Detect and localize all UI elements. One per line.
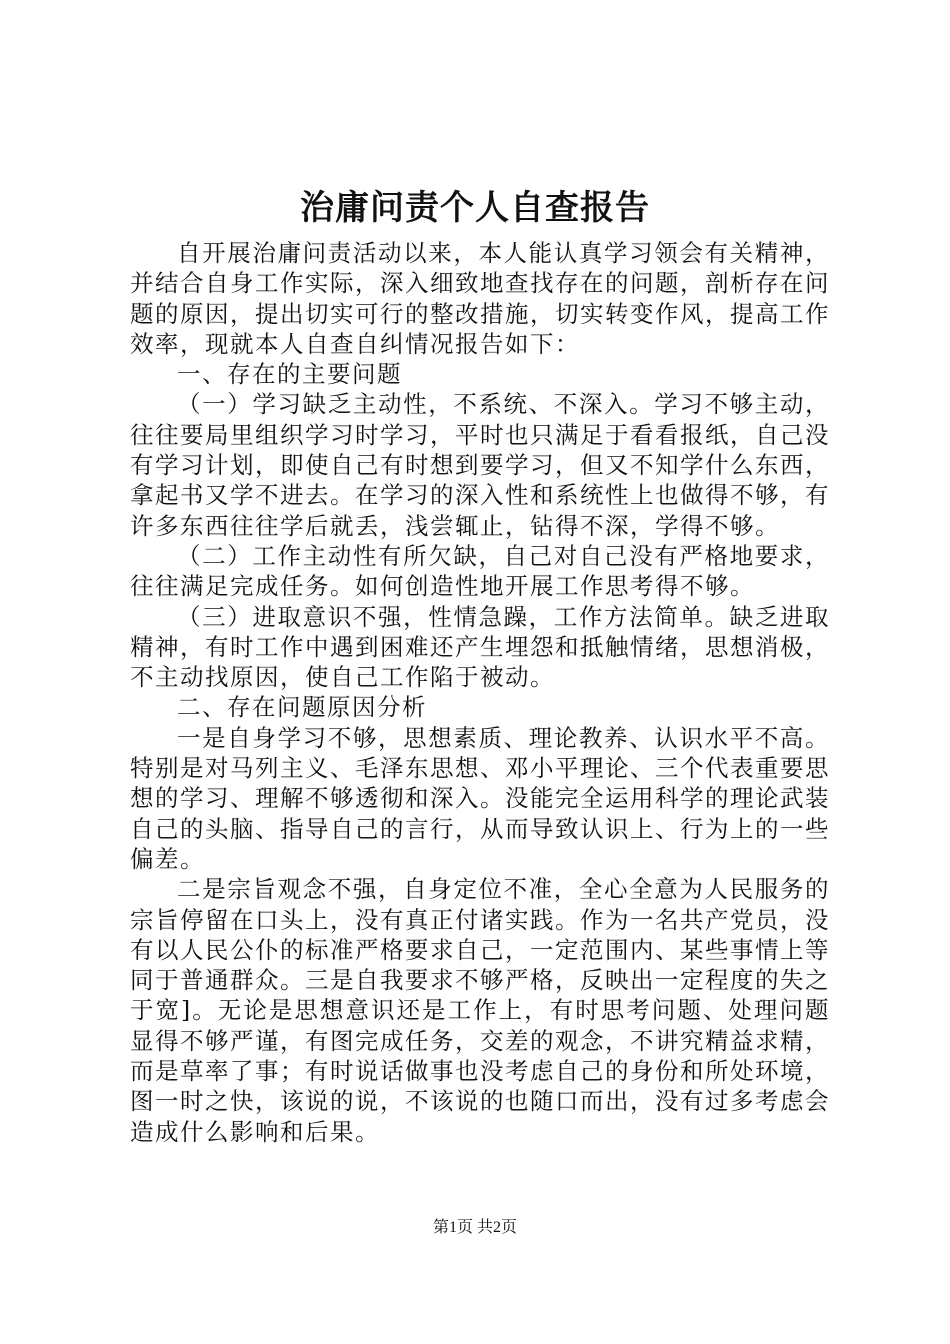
paragraph-issue-3: （三）进取意识不强，性情急躁，工作方法简单。缺乏进取精神，有时工作中遇到困难还产生埋怨和抵触情绪，思想消极，不主动找原因，使自己工作陷于被动。 <box>130 602 830 692</box>
paragraph-issue-1: （一）学习缺乏主动性，不系统、不深入。学习不够主动，往往要局里组织学习时学习，平时也只满足于看看报纸，自己没有学习计划，即使自己有时想到要学习，但又不知学什么东西，拿起书又学不进去。在学习的深入性和系统性上也做得不够，有许多东西往往学后就丢，浅尝辄止，钻得不深，学得不够。 <box>130 390 830 540</box>
paragraph-cause-2: 二是宗旨观念不强，自身定位不准，全心全意为人民服务的宗旨停留在口头上，没有真正付诸实践。作为一名共产党员，没有以人民公仆的标准严格要求自己，一定范围内、某些事情上等同于普通群众。三是自我要求不够严格，反映出一定程度的失之于宽]。无论是思想意识还是工作上，有时思考问题、处理问题显得不够严谨，有图完成任务，交差的观念，不讲究精益求精，而是草率了事；有时说话做事也没考虑自己的身份和所处环境，图一时之快，该说的说，不该说的也随口而出，没有过多考虑会造成什么影响和后果。 <box>130 875 830 1146</box>
document-title: 治庸问责个人自查报告 <box>300 188 650 228</box>
paragraph-cause-1: 一是自身学习不够，思想素质、理论教养、认识水平不高。特别是对马列主义、毛泽东思想、邓小平理论、三个代表重要思想的学习、理解不够透彻和深入。没能完全运用科学的理论武装自己的头脑、指导自己的言行，从而导致认识上、行为上的一些偏差。 <box>130 723 830 873</box>
document-body <box>130 238 830 1147</box>
paragraph-issue-2: （二）工作主动性有所欠缺，自己对自己没有严格地要求，往往满足完成任务。如何创造性地开展工作思考得不够。 <box>130 541 830 601</box>
section-heading-1: 一、存在的主要问题 <box>177 360 402 389</box>
paragraph-intro: 自开展治庸问责活动以来，本人能认真学习领会有关精神，并结合自身工作实际，深入细致地查找存在的问题，剖析存在问题的原因，提出切实可行的整改措施，切实转变作风，提高工作效率，现就本人自查自纠情况报告如下： <box>130 239 830 358</box>
section-heading-2: 二、存在问题原因分析 <box>177 693 427 722</box>
page-footer: 第1页 共2页 <box>432 1219 517 1236</box>
